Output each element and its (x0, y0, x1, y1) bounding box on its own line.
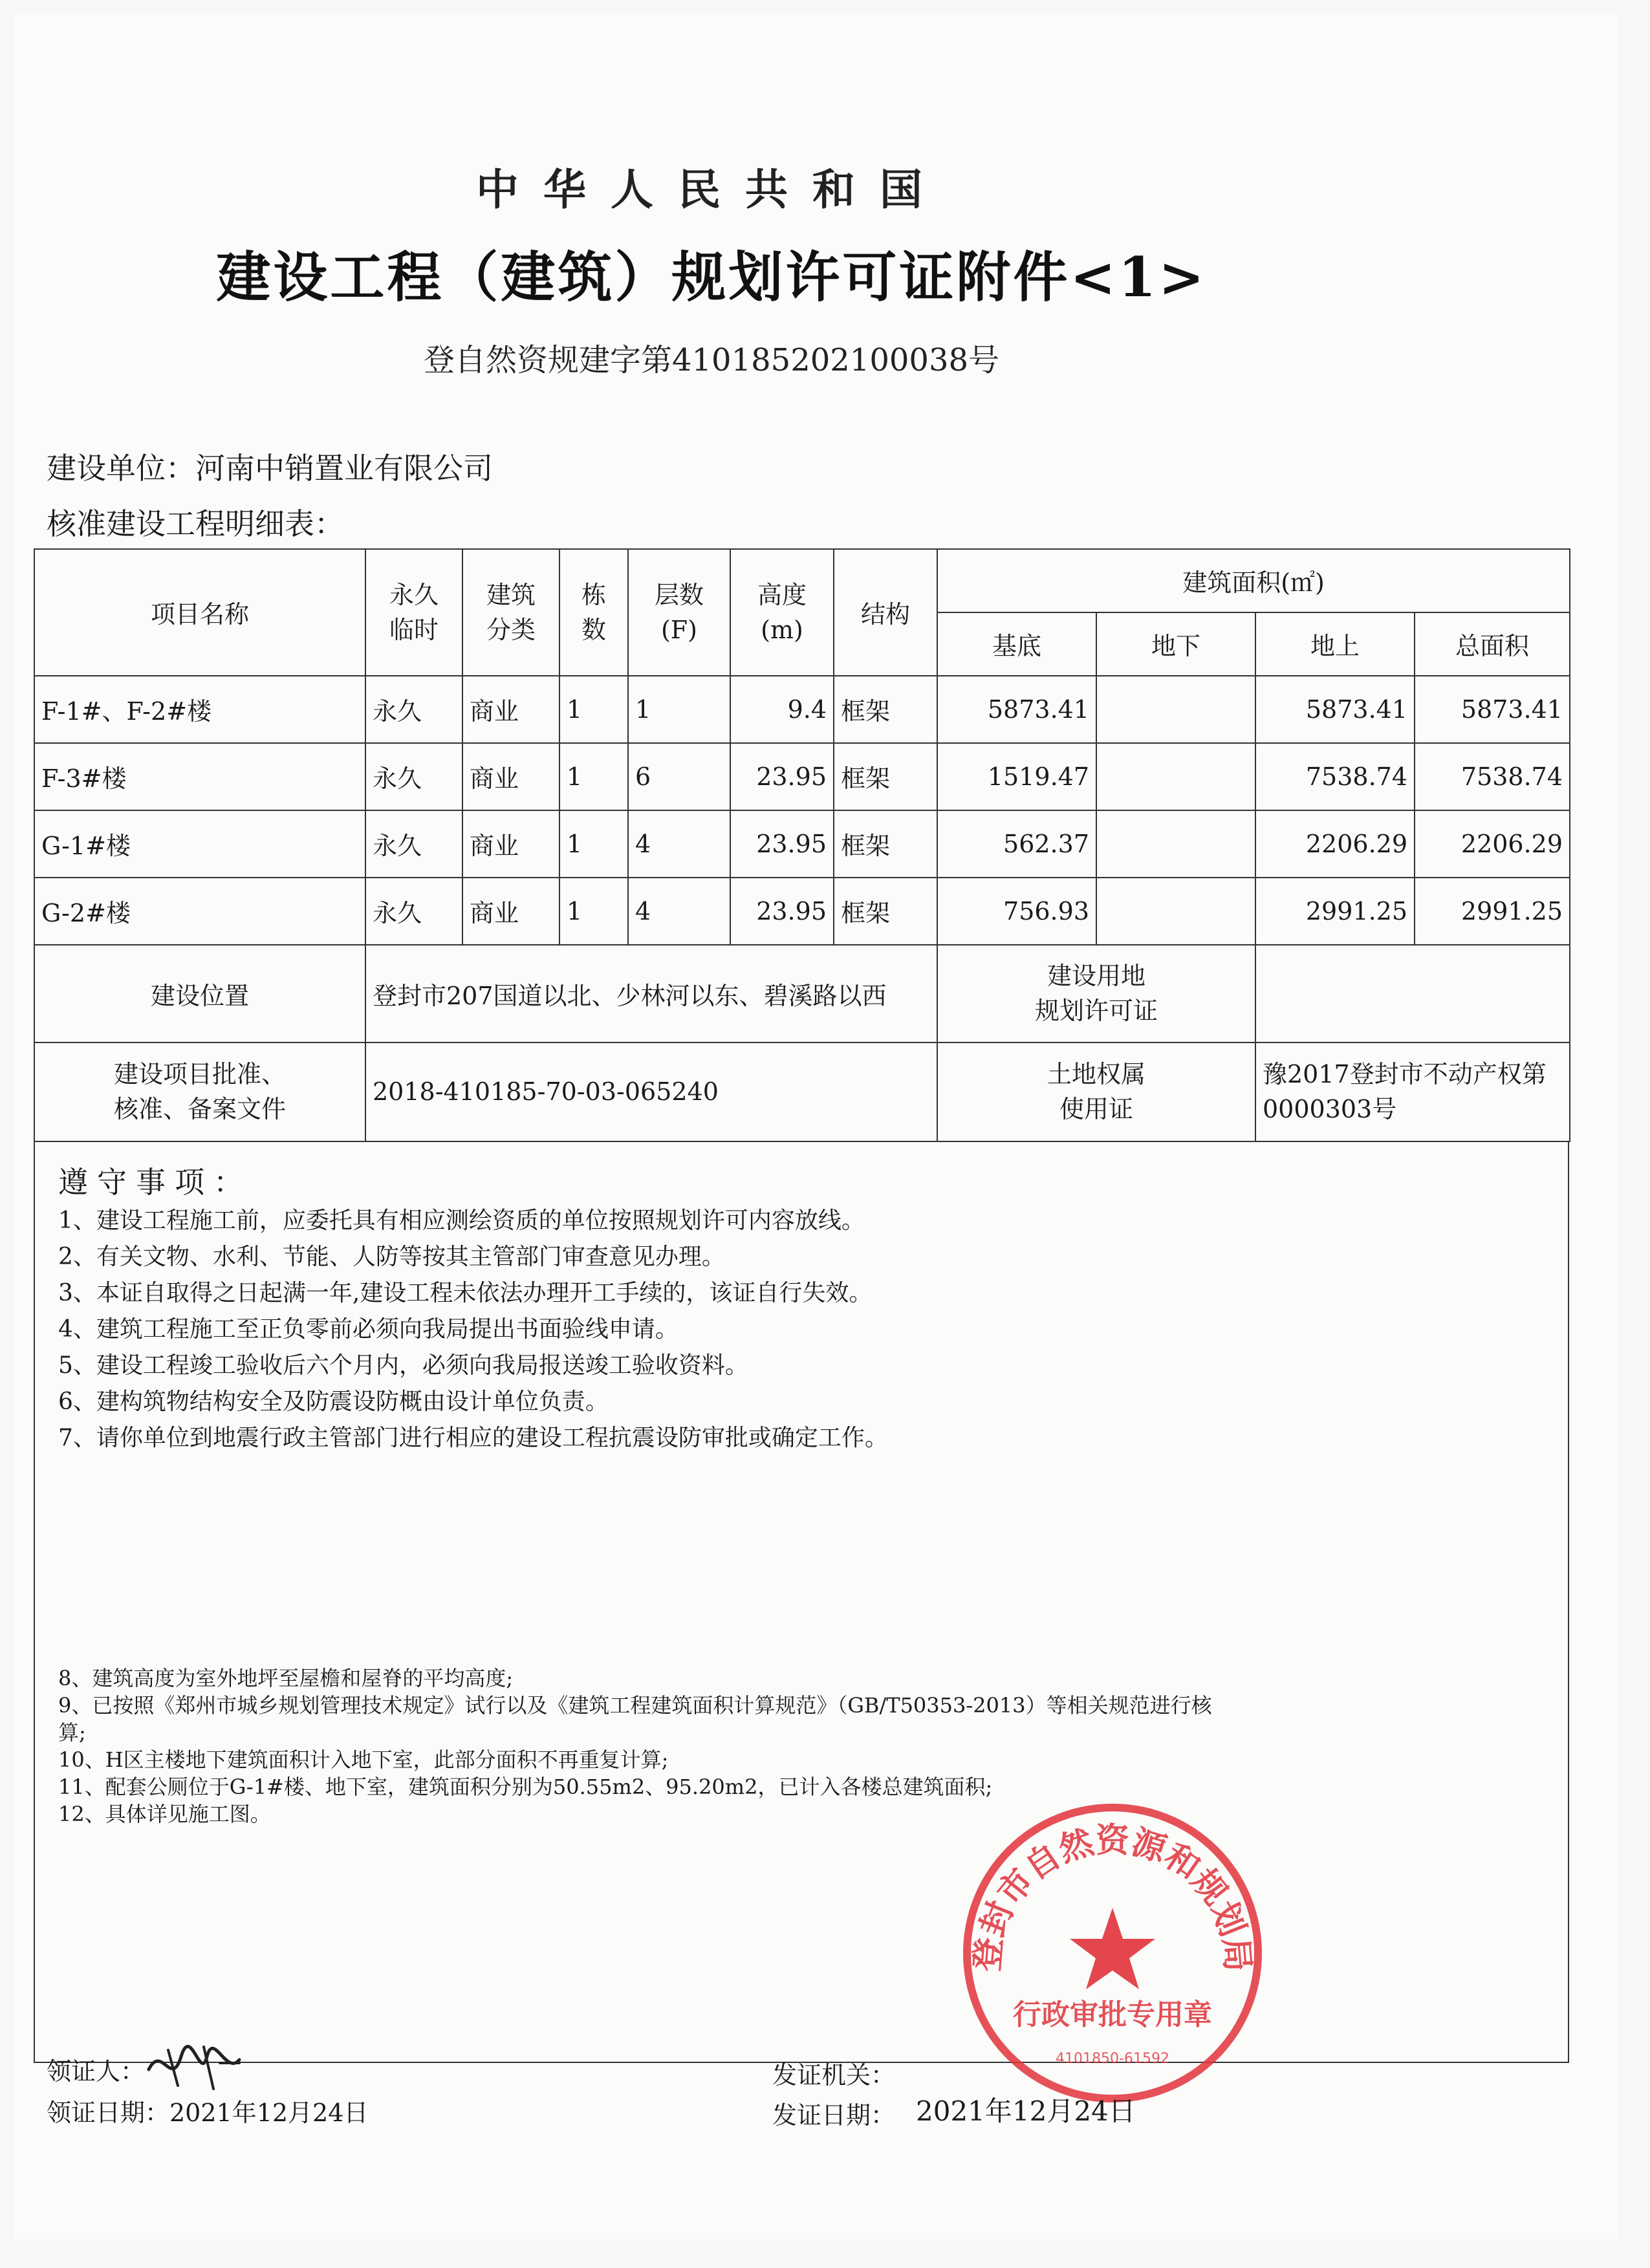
cell-permanence: 永久 (365, 676, 462, 743)
receive-date: 2021年12月24日 (169, 2099, 369, 2127)
cell-count: 1 (559, 878, 628, 945)
note-extra: 8、建筑高度为室外地坪至屋檐和屋脊的平均高度; (58, 1666, 514, 1690)
seal-graphic (957, 1798, 1268, 2108)
project-detail-table (34, 548, 1570, 1142)
cell-count: 1 (559, 676, 628, 743)
country-heading: 中华人民共和国 (476, 164, 947, 215)
table-row (34, 878, 1570, 945)
land-cert-value: 豫2017登封市不动产权第 0000303号 (1255, 1042, 1570, 1141)
cell-underground (1096, 676, 1255, 743)
note-item: 7、请你单位到地震行政主管部门进行相应的建设工程抗震设防审批或确定工作。 (58, 1425, 888, 1451)
cell-base: 756.93 (937, 878, 1096, 945)
land-permit-label: 建设用地 规划许可证 (937, 945, 1255, 1042)
signature-image (142, 2037, 246, 2095)
header-underground: 地下 (1096, 612, 1255, 676)
cell-total: 2991.25 (1415, 878, 1570, 945)
issuer-label: 发证机关： (772, 2061, 896, 2090)
cell-floors: 4 (628, 878, 730, 945)
approval-label: 建设项目批准、 核准、备案文件 (34, 1042, 365, 1141)
cell-floors: 6 (628, 743, 730, 810)
cell-category: 商业 (462, 676, 559, 743)
cell-underground (1096, 743, 1255, 810)
land-cert-label: 土地权属 使用证 (937, 1042, 1255, 1141)
cell-structure: 框架 (834, 676, 937, 743)
location-value: 登封市207国道以北、少林河以东、碧溪路以西 (365, 945, 937, 1042)
land-permit-value (1255, 945, 1570, 1042)
cell-category: 商业 (462, 810, 559, 878)
cell-aboveground: 2991.25 (1255, 878, 1415, 945)
cell-height: 23.95 (730, 743, 834, 810)
note-item: 4、建筑工程施工至正负零前必须向我局提出书面验线申请。 (58, 1316, 678, 1343)
seal-code: 4101850-61592 (1056, 2051, 1169, 2067)
header-floors: 层数 (F) (628, 549, 730, 676)
cell-name: F-1#、F-2#楼 (34, 676, 365, 743)
note-extra: 11、配套公厕位于G-1#楼、地下室，建筑面积分别为50.55m2、95.20m2，已计入各楼总建筑面积; (58, 1775, 993, 1799)
cell-base: 5873.41 (937, 676, 1096, 743)
cell-permanence: 永久 (365, 743, 462, 810)
table-row (34, 743, 1570, 810)
cell-height: 23.95 (730, 810, 834, 878)
header-structure: 结构 (834, 549, 937, 676)
issue-date: 2021年12月24日 (916, 2095, 1136, 2127)
cell-structure: 框架 (834, 743, 937, 810)
approval-value: 2018-410185-70-03-065240 (365, 1042, 937, 1141)
header-area: 建筑面积(㎡) (937, 549, 1570, 612)
note-extra: 9、已按照《郑州市城乡规划管理技术规定》试行以及《建筑工程建筑面积计算规范》（GB/T50353-2013）等相关规范进行核 (58, 1693, 1212, 1718)
document-title: 建设工程（建筑）规划许可证附件<1> (216, 245, 1207, 309)
table-row (34, 676, 1570, 743)
notes-box (34, 1142, 1569, 2063)
note-extra: 12、具体详见施工图。 (58, 1802, 271, 1826)
header-aboveground: 地上 (1255, 612, 1415, 676)
table-row (34, 810, 1570, 878)
header-name: 项目名称 (34, 549, 365, 676)
cell-height: 9.4 (730, 676, 834, 743)
note-extra: 算; (58, 1720, 86, 1745)
cell-underground (1096, 810, 1255, 878)
cell-name: F-3#楼 (34, 743, 365, 810)
receiver-label: 领证人： (47, 2057, 146, 2086)
cell-category: 商业 (462, 878, 559, 945)
cell-permanence: 永久 (365, 878, 462, 945)
issue-date-label: 发证日期： (772, 2101, 896, 2130)
cell-aboveground: 2206.29 (1255, 810, 1415, 878)
cell-total: 2206.29 (1415, 810, 1570, 878)
official-seal (957, 1798, 1268, 2108)
note-extra: 10、H区主楼地下建筑面积计入地下室，此部分面积不再重复计算; (58, 1747, 669, 1772)
cell-count: 1 (559, 810, 628, 878)
note-item: 5、建设工程竣工验收后六个月内，必须向我局报送竣工验收资料。 (58, 1352, 748, 1379)
cell-permanence: 永久 (365, 810, 462, 878)
location-label: 建设位置 (34, 945, 365, 1042)
header-permanence: 永久 临时 (365, 549, 462, 676)
note-item: 3、本证自取得之日起满一年,建设工程未依法办理开工手续的，该证自行失效。 (58, 1280, 873, 1306)
cell-category: 商业 (462, 743, 559, 810)
note-item: 2、有关文物、水利、节能、人防等按其主管部门审查意见办理。 (58, 1244, 725, 1270)
construction-unit: 建设单位：河南中销置业有限公司 (47, 451, 493, 486)
cell-total: 7538.74 (1415, 743, 1570, 810)
cell-aboveground: 7538.74 (1255, 743, 1415, 810)
cell-total: 5873.41 (1415, 676, 1570, 743)
header-base: 基底 (937, 612, 1096, 676)
cell-structure: 框架 (834, 878, 937, 945)
cell-aboveground: 5873.41 (1255, 676, 1415, 743)
receive-date-label: 领证日期： (47, 2099, 170, 2127)
cell-height: 23.95 (730, 878, 834, 945)
cell-floors: 4 (628, 810, 730, 878)
note-item: 6、建构筑物结构安全及防震设防概由设计单位负责。 (58, 1388, 609, 1415)
cell-name: G-2#楼 (34, 878, 365, 945)
detail-table-title: 核准建设工程明细表： (47, 506, 344, 541)
seal-ring-text: 登封市自然资源和规划局 (968, 1821, 1257, 1973)
cell-base: 562.37 (937, 810, 1096, 878)
note-item: 1、建设工程施工前，应委托具有相应测绘资质的单位按照规划许可内容放线。 (58, 1207, 865, 1234)
cell-underground (1096, 878, 1255, 945)
cell-floors: 1 (628, 676, 730, 743)
cell-name: G-1#楼 (34, 810, 365, 878)
header-count: 栋 数 (559, 549, 628, 676)
permit-number: 登自然资规建字第410185202100038号 (423, 342, 1000, 378)
notes-title: 遵守事项： (58, 1165, 252, 1200)
cell-structure: 框架 (834, 810, 937, 878)
seal-inner-text: 行政审批专用章 (1013, 1998, 1212, 2031)
cell-base: 1519.47 (937, 743, 1096, 810)
cell-count: 1 (559, 743, 628, 810)
header-total: 总面积 (1415, 612, 1570, 676)
star-icon (1070, 1908, 1155, 1989)
header-height: 高度 (m) (730, 549, 834, 676)
header-category: 建筑 分类 (462, 549, 559, 676)
